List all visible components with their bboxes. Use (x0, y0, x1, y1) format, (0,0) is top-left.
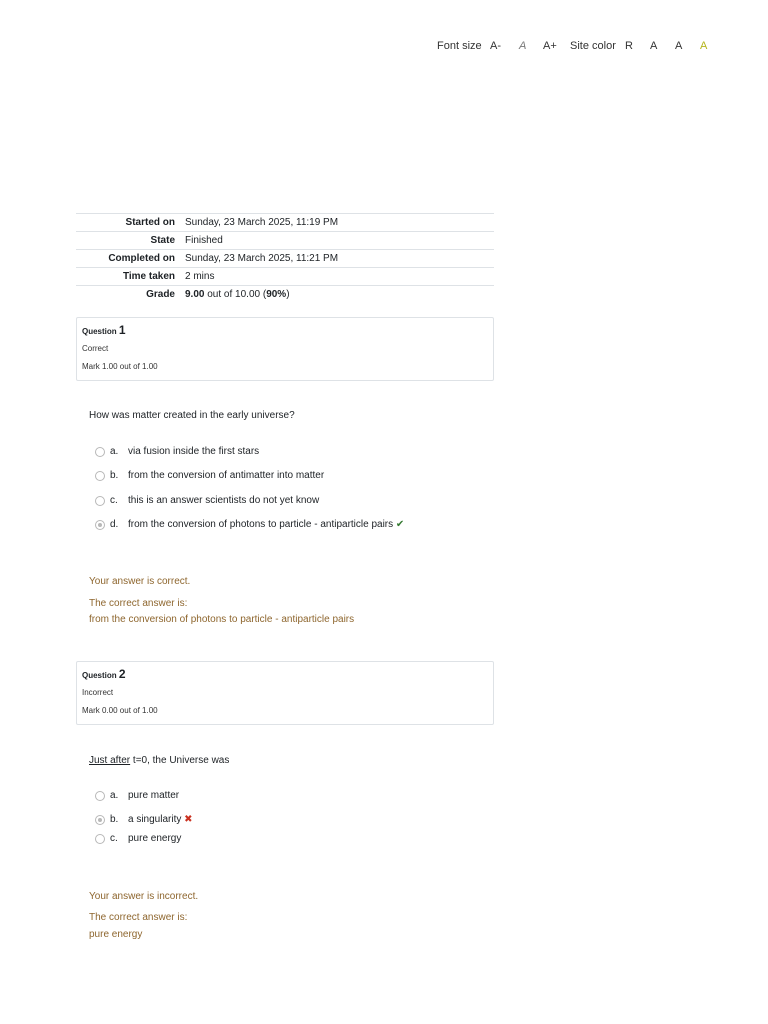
option-label: pure matter (128, 790, 180, 801)
grade-end: ) (286, 289, 290, 300)
state-value: Finished (185, 232, 494, 250)
summary-row-started (76, 214, 494, 232)
question-2-mark: Mark 0.00 out of 1.00 (82, 706, 158, 715)
question-number: 1 (118, 323, 126, 337)
site-color-label: Site color (570, 40, 616, 52)
question-label: Question (82, 327, 117, 336)
time-taken-value: 2 mins (185, 268, 494, 286)
option-label: pure energy (128, 833, 182, 844)
radio-button[interactable] (95, 834, 105, 844)
started-on-label: Started on (76, 214, 185, 232)
option-letter: a. (110, 790, 119, 801)
completed-on-value: Sunday, 23 March 2025, 11:21 PM (185, 250, 494, 268)
question-2-text-rest: t=0, the Universe was (130, 755, 230, 766)
time-taken-label: Time taken (76, 268, 185, 286)
font-normal-button[interactable]: A (519, 40, 527, 52)
color-option-2[interactable]: A (675, 40, 683, 52)
font-size-label: Font size (437, 40, 482, 52)
question-1-info (76, 317, 494, 381)
question-2-correct-label: The correct answer is: (89, 912, 188, 923)
option-label: this is an answer scientists do not yet know (128, 495, 320, 506)
summary-row-time (76, 268, 494, 286)
color-option-3[interactable]: A (700, 40, 708, 52)
option-label: from the conversion of antimatter into matter (128, 470, 325, 481)
grade-label: Grade (76, 286, 185, 304)
question-2-feedback: Your answer is incorrect. (89, 891, 199, 902)
option-letter: b. (110, 470, 119, 481)
option-label: from the conversion of photons to particle - antiparticle pairs (128, 519, 394, 530)
grade-value (185, 286, 494, 304)
summary-row-state (76, 232, 494, 250)
font-increase-button[interactable]: A+ (543, 40, 557, 52)
option-label-with-mark (128, 814, 193, 825)
option-letter: a. (110, 446, 119, 457)
radio-button[interactable] (95, 496, 105, 506)
summary-row-grade (76, 286, 494, 304)
option-label: a singularity (128, 814, 182, 825)
radio-button[interactable] (95, 447, 105, 457)
started-on-value: Sunday, 23 March 2025, 11:19 PM (185, 214, 494, 232)
option-letter: c. (110, 495, 118, 506)
question-2-text-underlined: Just after (89, 755, 131, 766)
color-reset-button[interactable]: R (625, 40, 633, 52)
question-2-state: Incorrect (82, 688, 114, 697)
radio-button[interactable] (95, 471, 105, 481)
question-1-correct-label: The correct answer is: (89, 598, 188, 609)
attempt-summary-table (76, 213, 494, 303)
completed-on-label: Completed on (76, 250, 185, 268)
option-letter: c. (110, 833, 118, 844)
color-option-1[interactable]: A (650, 40, 658, 52)
grade-mid: out of 10.00 ( (207, 289, 267, 300)
font-decrease-button[interactable]: A- (490, 40, 501, 52)
option-letter: b. (110, 814, 119, 825)
state-label: State (76, 232, 185, 250)
question-2-number (82, 667, 126, 681)
check-icon: ✔ (395, 519, 405, 530)
summary-row-completed (76, 250, 494, 268)
question-1-text: How was matter created in the early universe? (89, 410, 295, 421)
question-label: Question (82, 671, 117, 680)
option-label: via fusion inside the first stars (128, 446, 260, 457)
question-1-correct-answer: from the conversion of photons to particle - antiparticle pairs (89, 614, 355, 625)
question-1-number (82, 323, 126, 337)
radio-button-selected[interactable] (95, 815, 105, 825)
grade-percent: 90% (266, 289, 287, 300)
question-1-state: Correct (82, 344, 109, 353)
question-2-correct-answer: pure energy (89, 929, 143, 940)
question-number: 2 (118, 667, 126, 681)
grade-score: 9.00 (185, 289, 205, 300)
question-2-text (89, 755, 229, 766)
question-1-feedback: Your answer is correct. (89, 576, 191, 587)
option-label-with-mark (128, 519, 404, 530)
radio-button[interactable] (95, 791, 105, 801)
question-2-info (76, 661, 494, 725)
radio-button-selected[interactable] (95, 520, 105, 530)
cross-icon: ✖ (184, 814, 193, 825)
option-letter: d. (110, 519, 119, 530)
question-1-mark: Mark 1.00 out of 1.00 (82, 362, 158, 371)
